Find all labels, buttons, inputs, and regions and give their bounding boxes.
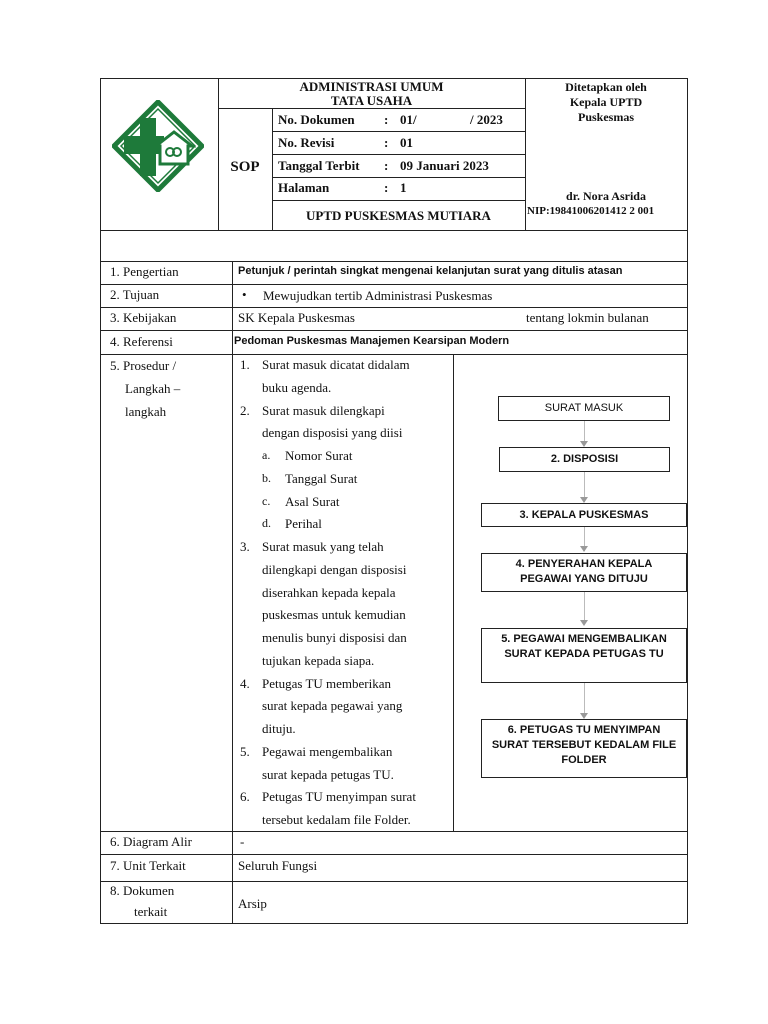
row-label-dokumen-1: 8. Dokumen [110, 883, 175, 898]
row-label-prosedur-2: Langkah – [125, 381, 181, 396]
flow-box-kepala-puskesmas [481, 503, 687, 527]
row-divider-2 [100, 307, 688, 308]
row-divider-4 [100, 354, 688, 355]
flow-box-4-text [516, 557, 653, 587]
row-label-unit-terkait: 7. Unit Terkait [110, 858, 186, 873]
procedure-line-number: 3. [240, 539, 250, 554]
title-divider [218, 108, 525, 109]
flow-box-6-line1: 6. PETUGAS TU MENYIMPAN [507, 724, 661, 736]
flow-box-6-line2: SURAT TERSEBUT KEDALAM FILE [491, 739, 677, 751]
blank-row-bottom [100, 261, 688, 262]
procedure-line-text: Tanggal Surat [285, 471, 358, 486]
row-label-kebijakan: 3. Kebijakan [110, 310, 177, 325]
flow-box-5-text [501, 632, 667, 662]
procedure-line-number: c. [262, 494, 271, 508]
flow-box-5-line1: 5. PEGAWAI MENGEMBALIKAN [501, 633, 667, 645]
procedure-line-text: tujukan kepada siapa. [262, 653, 375, 668]
field-value-dokumen: 01/ [400, 112, 417, 127]
field-divider-2 [272, 154, 525, 155]
field-divider-3 [272, 177, 525, 178]
doc-title-line2: TATA USAHA [330, 93, 413, 108]
field-label-revisi: No. Revisi [278, 135, 335, 150]
row-divider-7 [100, 881, 688, 882]
field-divider-4 [272, 200, 525, 201]
flow-box-4-line1: 4. PENYERAHAN KEPALA [515, 558, 653, 570]
flowchart-col-divider [453, 354, 454, 831]
procedure-line-number: 1. [240, 357, 250, 372]
row-label-prosedur-3: langkah [125, 404, 167, 419]
row-label-tujuan: 2. Tujuan [110, 287, 160, 302]
label-col-divider [232, 261, 233, 924]
row-value-tujuan: Mewujudkan tertib Administrasi Puskesmas [263, 288, 493, 303]
procedure-line-number: 6. [240, 789, 250, 804]
flow-box-petugas-menyimpan [481, 719, 687, 778]
row-value-kebijakan: SK Kepala Puskesmas [238, 310, 355, 325]
flow-box-penyerahan [481, 553, 687, 592]
procedure-line-text: buku agenda. [262, 380, 332, 395]
procedure-line-text: Surat masuk yang telah [262, 539, 384, 554]
flow-box-2-label: 2. DISPOSISI [550, 453, 619, 465]
approval-line1: Ditetapkan oleh [565, 80, 647, 94]
procedure-line-text: dituju. [262, 721, 296, 736]
row-value-kebijakan-2: tentang lokmin bulanan [526, 310, 649, 325]
row-value-unit-terkait: Seluruh Fungsi [238, 858, 318, 873]
approval-line3: Puskesmas [577, 110, 634, 124]
flow-arrow-5 [584, 683, 585, 717]
row-divider-3 [100, 330, 688, 331]
signer-nip: NIP:19841006201412 2 001 [527, 205, 655, 217]
field-value-dokumen-year: / 2023 [470, 112, 503, 127]
flow-box-3-label: 3. KEPALA PUSKESMAS [519, 508, 649, 521]
field-colon-tanggal: : [384, 158, 389, 173]
procedure-line-text: Pegawai mengembalikan [262, 744, 393, 759]
procedure-line-number: 2. [240, 403, 250, 418]
procedure-line-number: a. [262, 448, 271, 462]
procedure-line-text: Perihal [285, 516, 322, 531]
row-value-pengertian: Petunjuk / perintah singkat mengenai kelanjutan surat yang ditulis atasan [238, 265, 623, 277]
row-value-referensi: Pedoman Puskesmas Manajemen Kearsipan Modern [234, 335, 510, 347]
row-label-prosedur-1: 5. Prosedur / [110, 358, 177, 373]
doc-title-line1: ADMINISTRASI UMUM [299, 79, 444, 94]
field-colon-halaman: : [384, 180, 389, 195]
field-label-halaman: Halaman [278, 180, 330, 195]
puskesmas-logo [112, 100, 204, 192]
procedure-line-text: Asal Surat [285, 494, 340, 509]
flow-box-1-label: SURAT MASUK [544, 402, 624, 414]
flow-arrowhead-3 [580, 546, 588, 552]
procedure-line-text: tersebut kedalam file Folder. [262, 812, 411, 827]
row-divider-1 [100, 284, 688, 285]
flow-box-6-text [492, 723, 676, 768]
procedure-line-text: puskesmas untuk kemudian [262, 607, 406, 622]
flow-box-5-line2: SURAT KEPADA PETUGAS TU [504, 648, 664, 660]
left-border [100, 78, 101, 924]
field-label-tanggal: Tanggal Terbit [278, 158, 360, 173]
procedure-line-text: surat kepada petugas TU. [262, 767, 394, 782]
procedure-line-text: Nomor Surat [285, 448, 353, 463]
procedure-line-text: surat kepada pegawai yang [262, 698, 403, 713]
procedure-line-text: Surat masuk dicatat didalam [262, 357, 410, 372]
row-divider-6 [100, 854, 688, 855]
procedure-line-number: 4. [240, 676, 250, 691]
procedure-line-text: diserahkan kepada kepala [262, 585, 396, 600]
sop-label: SOP [230, 159, 260, 175]
field-colon-revisi: : [384, 135, 389, 150]
flow-box-pegawai-mengembalikan [481, 628, 687, 683]
procedure-line-text: Petugas TU memberikan [262, 676, 392, 691]
procedure-line-number: b. [262, 471, 271, 485]
puskesmas-logo-icon [112, 100, 204, 192]
field-value-tanggal: 09 Januari 2023 [400, 158, 489, 173]
flow-box-disposisi [499, 447, 670, 472]
table-bottom-border [100, 923, 688, 924]
procedure-line-text: menulis bunyi disposisi dan [262, 630, 407, 645]
field-label-dokumen: No. Dokumen [278, 112, 355, 127]
row-label-diagram: 6. Diagram Alir [110, 834, 192, 849]
row-label-referensi: 4. Referensi [110, 334, 173, 349]
row-label-pengertian: 1. Pengertian [110, 264, 179, 279]
row-value-diagram: - [240, 834, 245, 849]
procedure-line-text: Surat masuk dilengkapi [262, 403, 385, 418]
field-value-halaman: 1 [400, 180, 407, 195]
row-label-dokumen-2: terkait [134, 904, 168, 919]
procedure-line-number: 5. [240, 744, 250, 759]
procedure-line-text: dengan disposisi yang diisi [262, 425, 403, 440]
field-value-revisi: 01 [400, 135, 413, 150]
procedure-line-text: Petugas TU menyimpan surat [262, 789, 416, 804]
signer-name: dr. Nora Asrida [566, 189, 646, 203]
flow-box-4-line2: PEGAWAI YANG DITUJU [520, 573, 648, 585]
flow-arrowhead-4 [580, 620, 588, 626]
flow-box-6-line3: FOLDER [561, 754, 607, 766]
approval-line2: Kepala UPTD [569, 95, 643, 109]
field-colon-dokumen: : [384, 112, 389, 127]
procedure-line-text: dilengkapi dengan disposisi [262, 562, 407, 577]
header-bottom-border [100, 230, 688, 231]
unit-name: UPTD PUSKESMAS MUTIARA [306, 208, 491, 223]
row-divider-5 [100, 831, 688, 832]
procedure-line-number: d. [262, 516, 271, 530]
row-value-dokumen: Arsip [238, 896, 267, 911]
field-divider-1 [272, 131, 525, 132]
flow-box-surat-masuk [498, 396, 670, 421]
tujuan-bullet: • [242, 287, 247, 302]
